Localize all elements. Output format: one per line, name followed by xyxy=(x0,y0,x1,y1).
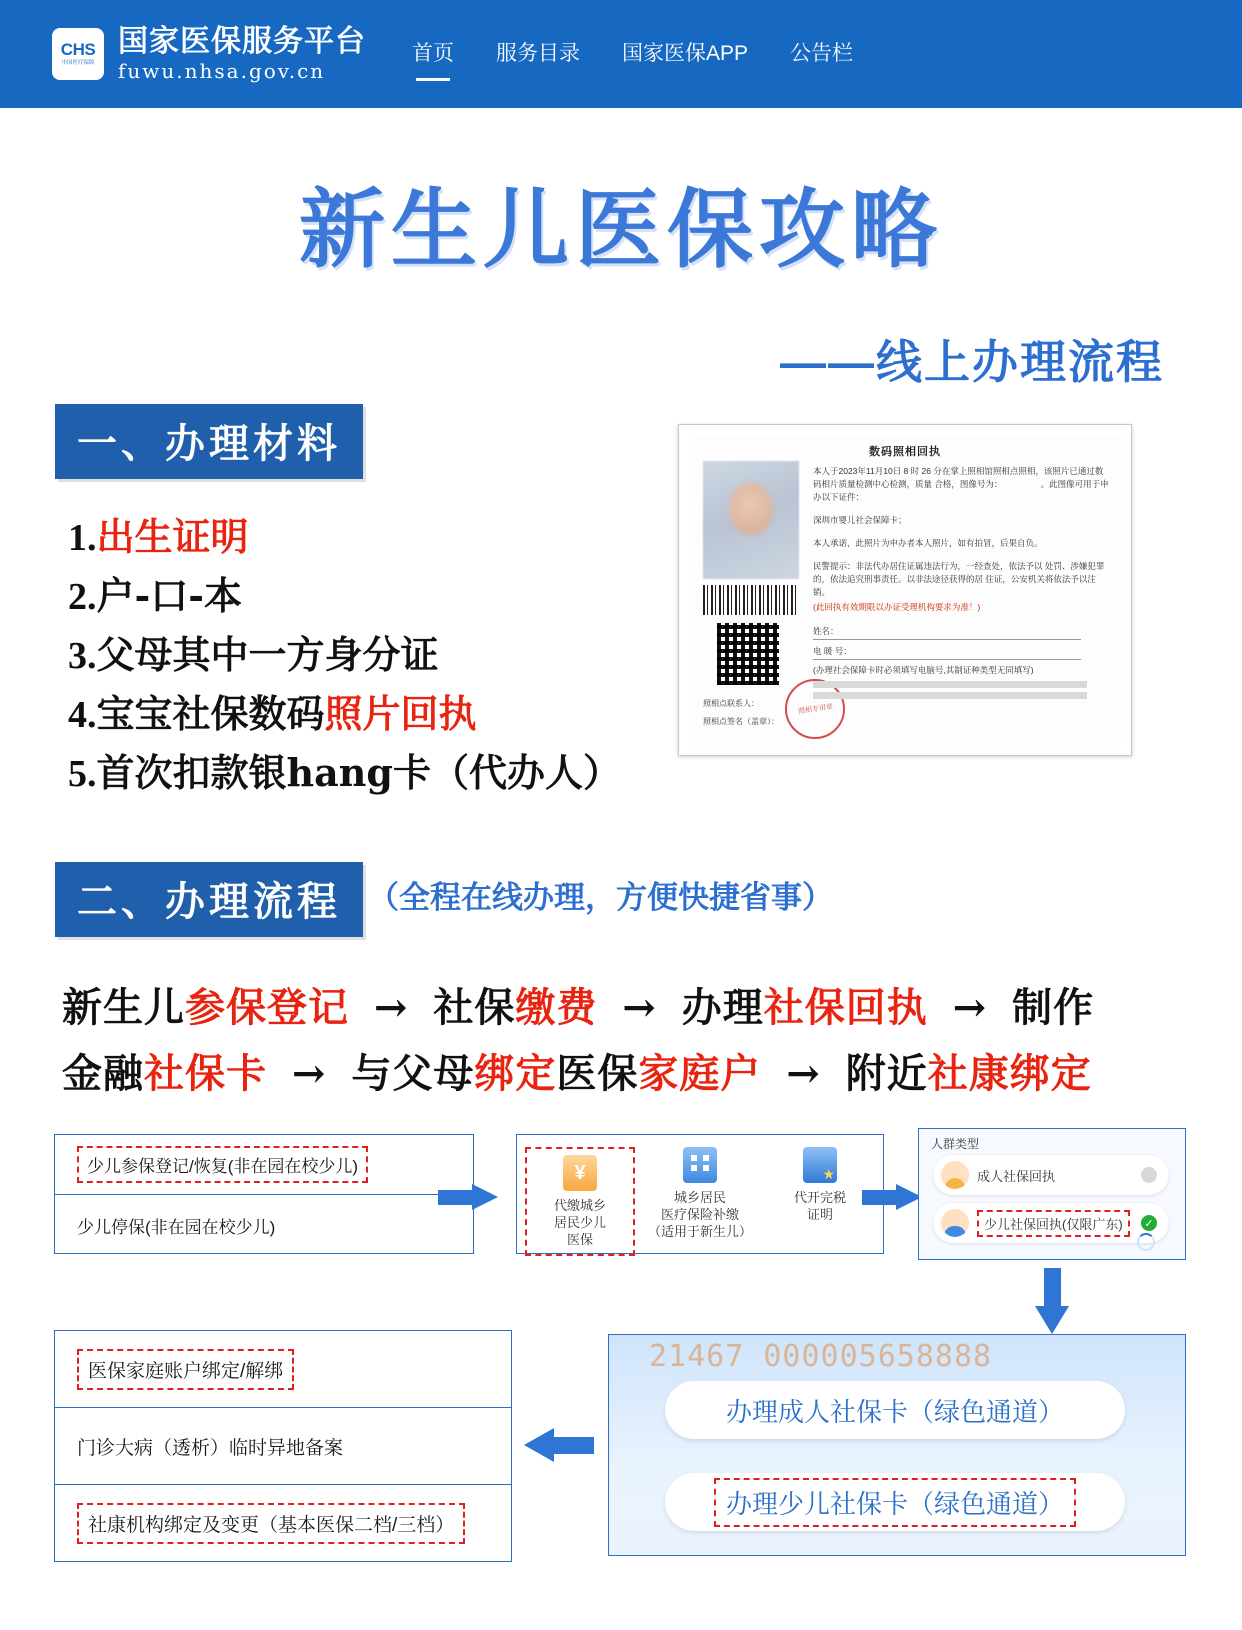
nav-item-national-app[interactable]: 国家医保APP xyxy=(622,42,749,65)
arrow-right-icon-2 xyxy=(862,1184,922,1210)
arrow-down-icon xyxy=(1035,1268,1069,1334)
chs-logo-icon xyxy=(52,28,104,80)
list-item[interactable] xyxy=(55,1195,473,1255)
radio-unselected-icon[interactable] xyxy=(1141,1167,1157,1183)
service-label: 代缴城乡 居民少儿 医保 xyxy=(553,1198,606,1247)
chs-logo-subtext: 中国医疗保障 xyxy=(61,60,95,66)
list-item[interactable] xyxy=(55,1485,511,1562)
flow-seg-red: 社保卡 xyxy=(144,1050,267,1097)
flow-seg: 与父母 xyxy=(351,1050,475,1097)
button-apply-adult-card[interactable] xyxy=(665,1381,1125,1439)
receipt-foot-signature: 照相点签名（盖章）： xyxy=(703,717,779,726)
material-number: 2. xyxy=(68,576,97,618)
flow-line-2 xyxy=(62,1041,1182,1107)
option-family-account-binding[interactable]: 医保家庭账户绑定/解绑 xyxy=(77,1349,294,1390)
building-icon xyxy=(683,1147,717,1183)
receipt-field-name: 姓名： xyxy=(813,624,1081,640)
option-adult-receipt[interactable] xyxy=(933,1155,1169,1195)
receipt-field-note: (办理社会保障卡时必须填写电脑号,其制证种类型无同填写) xyxy=(813,665,1034,675)
flow-seg: 办理 xyxy=(681,984,764,1031)
service-label: 代开完税 证明 xyxy=(793,1190,846,1222)
option-outpatient-record[interactable]: 门诊大病（透析）临时异地备案 xyxy=(77,1437,344,1459)
receipt-foot-contact: 照相点联系人： xyxy=(703,699,759,708)
flow-seg: 制作 xyxy=(1012,984,1095,1031)
receipt-redacted-bar xyxy=(813,692,1087,699)
list-item xyxy=(68,685,668,744)
receipt-line-2: 深圳市婴儿社会保障卡； xyxy=(813,515,907,525)
receipt-photo xyxy=(703,461,799,579)
receipt-redacted-bar xyxy=(813,681,1087,688)
photo-receipt-image xyxy=(678,424,1132,756)
list-item[interactable] xyxy=(55,1135,473,1195)
flow-seg-red: 社保回执 xyxy=(763,984,928,1031)
page-subtitle: ——线上办理流程 xyxy=(780,336,1164,388)
service-item-resident-supplement[interactable] xyxy=(645,1147,755,1240)
stamp-text: 照相专用章 xyxy=(797,703,833,716)
option-community-clinic-binding[interactable]: 社康机构绑定及变更（基本医保二档/三档） xyxy=(77,1503,465,1544)
site-logo[interactable] xyxy=(52,25,366,83)
flow-arrow: → xyxy=(937,984,1003,1031)
button-label: 办理少儿社保卡（绿色通道） xyxy=(714,1478,1076,1527)
nav-item-home[interactable]: 首页 xyxy=(412,37,454,71)
material-text: 宝宝社保数码 xyxy=(96,691,325,736)
material-highlight: 照片回执 xyxy=(324,691,477,736)
flow-seg: 医保 xyxy=(556,1050,639,1097)
receipt-title: 数码照相回执 xyxy=(869,446,941,458)
check-icon[interactable]: ✓ xyxy=(1141,1215,1157,1231)
section-note: （全程在线办理，方便快捷省事） xyxy=(368,880,833,915)
receipt-inner xyxy=(689,435,1121,745)
section-heading-process: 二、办理流程 xyxy=(55,862,363,937)
receipt-line-1: 本人于2023年11月10日 8 时 26 分在掌上照相馆照相点照相，该照片已通过数码相片质量检测中心检测，质量 合格，图像号为： 。此图像可用于申办以下证件： xyxy=(813,466,1109,502)
arrow-left-icon xyxy=(524,1428,594,1462)
flow-arrow: → xyxy=(359,984,424,1031)
receipt-line-5: (此回执有效期限以办证受理机构要求为准！) xyxy=(813,602,981,612)
service-item-pay-child-insurance[interactable] xyxy=(525,1147,635,1256)
service-label: 城乡居民 医疗保险补缴 （适用于新生儿） xyxy=(647,1190,752,1239)
site-name-en: fuwu.nhsa.gov.cn xyxy=(118,59,326,83)
site-name-cn: 国家医保服务平台 xyxy=(118,25,366,58)
flow-seg-red: 家庭户 xyxy=(638,1050,762,1097)
materials-list xyxy=(68,508,668,803)
option-child-registration[interactable]: 少儿参保登记/恢复(非在园在校少儿) xyxy=(77,1146,368,1183)
list-item xyxy=(68,508,668,567)
button-apply-child-card[interactable] xyxy=(665,1473,1125,1531)
list-item xyxy=(68,744,668,803)
qr-code-icon xyxy=(717,623,779,685)
material-text: 父母其中一方身分证 xyxy=(96,632,439,677)
screenshot-card-person-type xyxy=(918,1128,1186,1260)
flow-seg: 社保 xyxy=(433,984,516,1031)
page-title: 新生儿医保攻略 xyxy=(299,182,943,278)
button-label: 办理成人社保卡（绿色通道） xyxy=(725,1396,1064,1427)
flow-arrow: → xyxy=(607,984,672,1031)
material-text: 首次扣款银hang卡（代办人） xyxy=(96,750,621,795)
card-background-number: 21467 000005658888 xyxy=(649,1339,993,1374)
yen-icon xyxy=(563,1155,597,1191)
material-number: 4. xyxy=(68,694,97,736)
screenshot-card-services xyxy=(516,1134,884,1254)
material-number: 1. xyxy=(68,517,97,559)
flow-seg-red: 缴费 xyxy=(515,984,598,1031)
option-label: 少儿社保回执(仅限广东) xyxy=(977,1210,1130,1237)
material-highlight: 出生证明 xyxy=(96,514,249,559)
section-heading-materials: 一、办理材料 xyxy=(55,404,363,479)
chs-logo-text: CHS xyxy=(60,40,96,59)
option-child-receipt[interactable] xyxy=(933,1203,1169,1243)
receipt-body xyxy=(813,465,1111,703)
screenshot-card-registration xyxy=(54,1134,474,1254)
flow-arrow: → xyxy=(277,1050,342,1097)
flow-seg: 金融 xyxy=(62,1050,144,1097)
arrow-right-icon-1 xyxy=(438,1184,498,1210)
flow-seg-red: 参保登记 xyxy=(185,984,349,1031)
material-number: 3. xyxy=(68,635,97,677)
list-item[interactable] xyxy=(55,1408,511,1485)
material-number: 5. xyxy=(68,753,97,795)
process-flow-text xyxy=(62,975,1182,1107)
list-item xyxy=(68,626,668,685)
screenshot-card-family-account xyxy=(54,1330,512,1562)
list-item[interactable] xyxy=(55,1331,511,1408)
nav-item-service-catalog[interactable]: 服务目录 xyxy=(496,42,580,65)
receipt-field-phone: 电 暖 号： xyxy=(813,644,1081,660)
option-child-suspend[interactable]: 少儿停保(非在园在校少儿) xyxy=(77,1217,276,1237)
barcode-icon xyxy=(703,585,799,615)
flow-seg-red: 社康绑定 xyxy=(927,1050,1092,1097)
flow-seg: 附近 xyxy=(845,1050,928,1097)
flow-seg-red: 绑定 xyxy=(474,1050,557,1097)
main-nav xyxy=(412,0,895,108)
flow-line-1 xyxy=(62,975,1182,1041)
service-item-tax-certificate[interactable] xyxy=(765,1147,875,1223)
child-avatar-icon xyxy=(941,1209,969,1237)
document-star-icon xyxy=(803,1147,837,1183)
material-text: 户-口-本 xyxy=(96,573,243,618)
flow-arrow: → xyxy=(771,1050,836,1097)
person-type-label: 人群类型 xyxy=(931,1137,980,1151)
site-title-block xyxy=(118,25,366,83)
nav-item-announcements[interactable]: 公告栏 xyxy=(790,42,854,65)
receipt-line-4: 民警提示：非法代办居住证属违法行为，一经查处，依法予以 处罚、涉嫌犯罪的，依法追究刑事责任。以非法途径获得的居 住证，公安机关将依法予以注销。 xyxy=(813,561,1105,597)
receipt-line-3: 本人承诺，此照片为申办者本人照片，如有拍冒，后果自负。 xyxy=(813,538,1043,548)
site-header xyxy=(0,0,1242,108)
flow-seg: 新生儿 xyxy=(62,984,185,1031)
screenshot-card-social-card-apply xyxy=(608,1334,1186,1556)
adult-avatar-icon xyxy=(941,1161,969,1189)
loading-spinner-icon xyxy=(1137,1233,1155,1251)
option-label: 成人社保回执 xyxy=(977,1168,1056,1184)
list-item xyxy=(68,567,668,626)
